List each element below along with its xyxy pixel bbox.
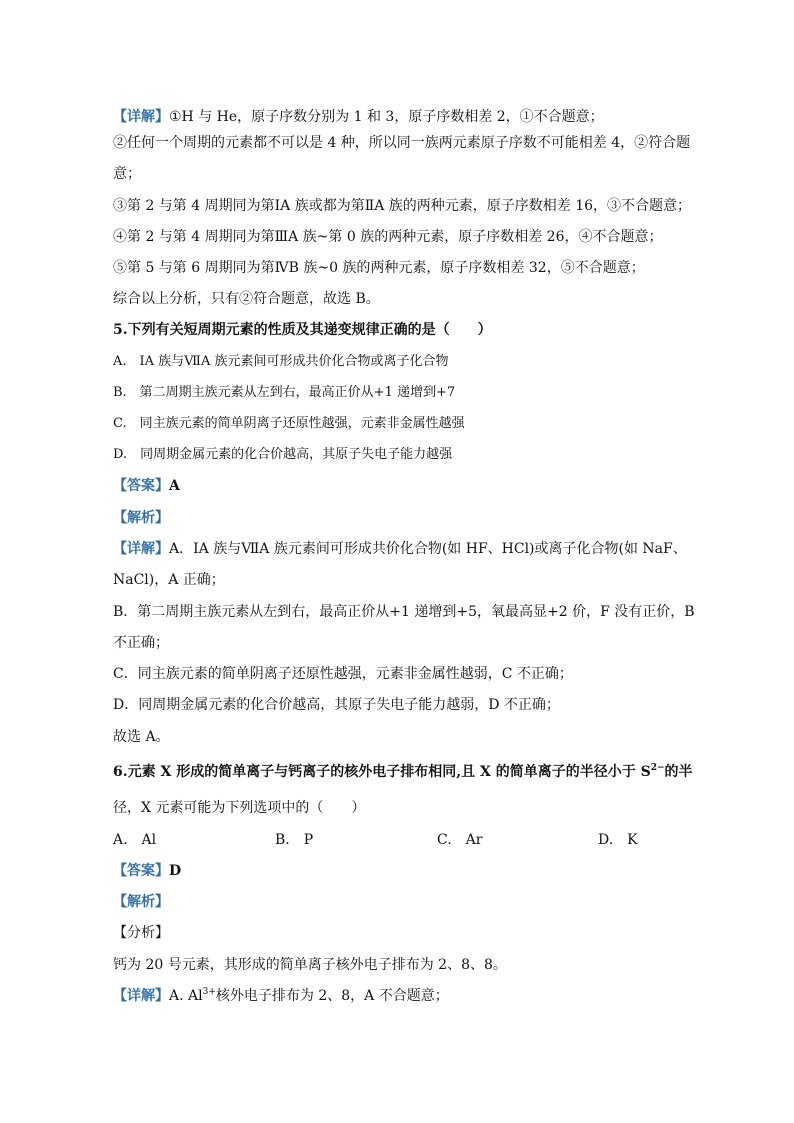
text-line: ③第 2 与第 4 周期同为第ⅠA 族或都为第ⅡA 族的两种元素，原子序数相差 16，③不合题意； [113,198,692,214]
text-line: ④第 2 与第 4 周期同为第ⅢA 族~第 0 族的两种元素，原子序数相差 26，④不合题意； [113,229,663,245]
question-6-fenxi: 钙为 20 号元素，其形成的简单离子核外电子排布为 2、8、8。 [113,957,507,973]
question-6-option-c: C. Ar [437,832,483,848]
question-5-analysis-tag: 【解析】 [113,510,169,526]
question-5-option-d: D. 同周期金属元素的化合价越高，其原子失电子能力越强 [113,447,453,462]
text-line: C．同主族元素的简单阴离子还原性越强，元素非金属性越弱，C 不正确； [113,666,573,682]
question-6-detail: 【详解】A. $Al^{3+}$核外电子排布为 2、8，A 不合题意； [113,987,449,1004]
question-6-analysis-tag: 【解析】 [113,894,169,910]
question-6-fenxi-tag: 【分析】 [113,925,169,941]
question-5-answer: 【答案】A [113,478,180,494]
question-5-detail: 【详解】A．ⅠA 族与ⅦA 族元素间可形成共价化合物(如 HF、HCl)或离子化合物(如 NaF、 [113,541,687,557]
text-line: ⑤第 5 与第 6 周期同为第ⅣB 族~0 族的两种元素，原子序数相差 32，⑤不合题意； [113,260,645,276]
text-line: 【详解】①H 与 He，原子序数分别为 1 和 3，原子序数相差 2，①不合题意； [113,109,604,125]
text-line: 综合以上分析，只有②符合题意，故选 B。 [113,291,380,307]
text-line: D．同周期金属元素的化合价越高，其原子失电子能力越弱，D 不正确； [113,697,560,713]
detail-tag: 【详解】 [113,109,169,125]
question-6-option-b: B. P [275,832,314,848]
text-line: 不正确； [113,635,169,651]
text-line: 故选 A。 [113,729,170,745]
question-6-option-a: A. Al [113,832,157,848]
text-line: 意； [113,166,141,182]
text-line: NaCl)，A 正确； [113,572,225,588]
text-line: ②任何一个周期的元素都不可以是 4 种，所以同一族两元素原子序数不可能相差 4，②符合题 [113,135,691,151]
question-6-stem: 6.元素 X 形成的简单离子与钙离子的核外电子排布相同,且 X 的简单离子的半径小于 $S^{2-}$的半 [113,763,693,780]
question-6-stem-line2: 径，X 元素可能为下列选项中的（ ） [113,800,366,816]
question-5-stem: 5.下列有关短周期元素的性质及其递变规律正确的是（ ） [113,322,492,338]
question-5-option-a: A. ⅠA 族与ⅦA 族元素间可形成共价化合物或离子化合物 [113,354,449,369]
question-6-option-d: D. K [598,832,638,848]
question-5-option-c: C. 同主族元素的简单阴离子还原性越强，元素非金属性越强 [113,416,465,431]
question-6-answer: 【答案】D [113,863,182,879]
text-line: B．第二周期主族元素从左到右，最高正价从+1 递增到+5，氧最高显+2 价，F 没有正价，B [113,604,695,620]
question-5-option-b: B. 第二周期主族元素从左到右，最高正价从+1 递增到+7 [113,385,456,400]
